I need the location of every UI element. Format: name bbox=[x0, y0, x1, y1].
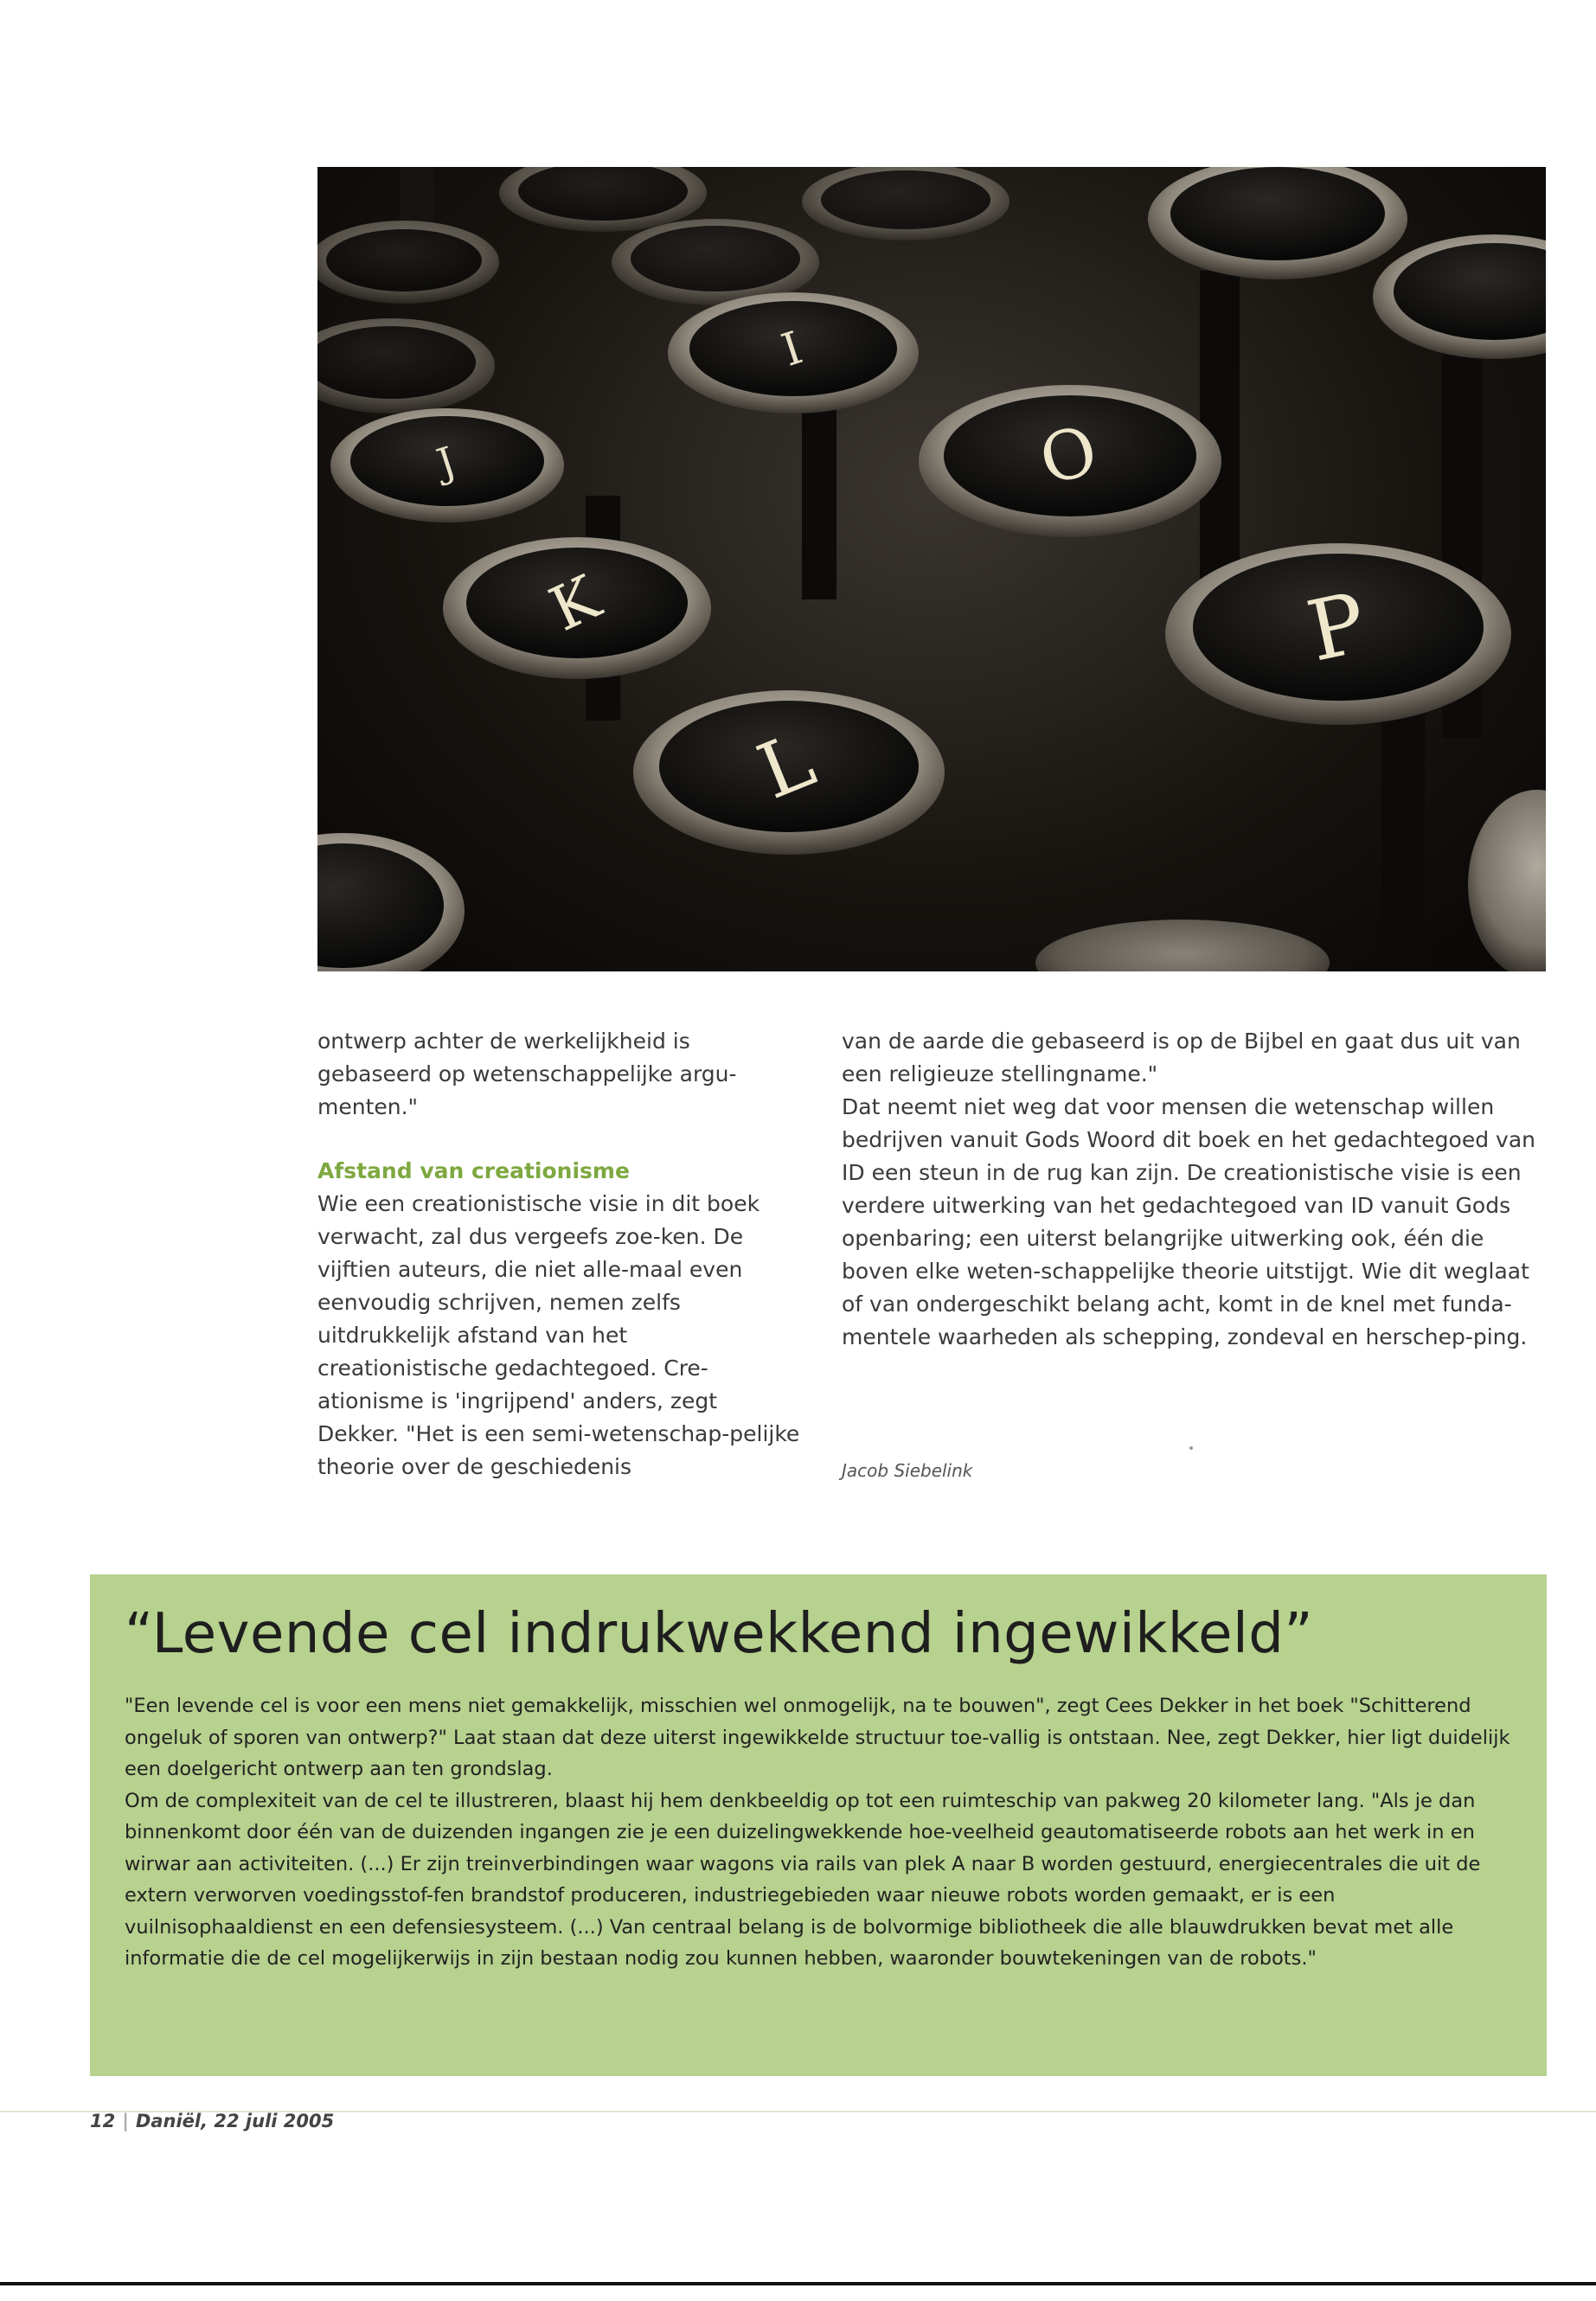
sidebar-box bbox=[90, 1574, 1547, 2076]
box-paragraph: "Een levende cel is voor een mens niet gemakkelijk, misschien wel onmogelijk, na te bouwen", zegt Cees Dekker in het boek "Schitterend ongeluk of sporen van ontwerp?" Laat staan dat deze uiterst ingewikkelde structuur toe-vallig is ontstaan. Nee, zegt Dekker, hier ligt duidelijk een doelgericht ontwerp aan ten grondslag. bbox=[125, 1695, 1510, 1780]
box-paragraph: Om de complexiteit van de cel te illustreren, blaast hij hem denkbeeldig op tot een ruimteschip van pakweg 20 kilometer lang. "Als je dan binnenkomt door één van de duizenden ingangen zie je een duizelingwekkende hoe-veelheid geautomatiseerde robots aan het werk in en wirwar aan activiteiten. (...) Er zijn treinverbindingen waar wagons via rails van plek A naar B worden gestuurd, energiecentrales die uit de extern verworven voedingsstof-fen brandstof produceren, industriegebieden waar nieuwe robots worden gemaakt, er is een vuilnisophaaldienst en een defensiesysteem. (...) Van centraal belang is de bolvormige bibliotheek die alle blauwdrukken bevat met alle informatie die de cel mogelijkerwijs in zijn bestaan nodig zou kunnen hebben, waaronder bouwtekeningen van de robots." bbox=[125, 1789, 1481, 1970]
article-continued-text: van de aarde die gebaseerd is op de Bijbel en gaat dus uit van een religieuze stellingname." bbox=[842, 1029, 1521, 1086]
key-p bbox=[1165, 543, 1511, 725]
article-intro-text: ontwerp achter de werkelijkheid is gebaseerd op wetenschappelijke argu-menten." bbox=[317, 1029, 737, 1119]
page-footer bbox=[90, 2111, 334, 2131]
svg-text:P: P bbox=[1299, 574, 1375, 681]
key-l bbox=[633, 690, 945, 855]
page-number: 12 bbox=[90, 2111, 116, 2131]
svg-text:J: J bbox=[431, 437, 461, 487]
svg-text:O: O bbox=[1031, 411, 1106, 501]
article-column-right bbox=[842, 1025, 1551, 1354]
key-i bbox=[668, 292, 919, 413]
article-subheading: Afstand van creationisme bbox=[317, 1158, 630, 1183]
typewriter-photo bbox=[317, 167, 1546, 971]
svg-text:K: K bbox=[539, 561, 611, 645]
box-title: “Levende cel indrukwekkend ingewikkeld” bbox=[125, 1602, 1314, 1666]
author-signature: Jacob Siebelink bbox=[842, 1460, 973, 1481]
svg-text:L: L bbox=[746, 715, 827, 817]
key-j bbox=[330, 408, 564, 522]
page-bottom-edge bbox=[0, 2282, 1596, 2285]
stray-dot bbox=[1189, 1446, 1193, 1450]
publication-info: Daniël, 22 juli 2005 bbox=[135, 2111, 335, 2131]
key-o bbox=[919, 385, 1221, 537]
article-body-text: Dat neemt niet weg dat voor mensen die wetenschap willen bedrijven vanuit Gods Woord dit boek en het gedachtegoed van ID een steun in de rug kan zijn. De creationistische visie is een verdere uitwerking van het gedachtegoed van ID vanuit Gods openbaring; een uiterst belangrijke uitwerking ook, één die boven elke weten-schappelijke theorie uitstijgt. Wie dit weglaat of van ondergeschikt belang acht, komt in de knel met funda-mentele waarheden als schepping, zondeval en herschep-ping. bbox=[842, 1094, 1535, 1349]
key-k bbox=[443, 537, 711, 679]
article-body-text: Wie een creationistische visie in dit boek verwacht, zal dus vergeefs zoe-ken. De vijftien auteurs, die niet alle-maal even eenvoudig schrijven, nemen zelfs uitdrukkelijk afstand van het creationistische gedachtegoed. Cre-ationisme is 'ingrijpend' anders, zegt Dekker. "Het is een semi-wetenschap-pelijke theorie over de geschiedenis bbox=[317, 1191, 800, 1479]
svg-text:I: I bbox=[775, 322, 809, 377]
typewriter-keys-illustration bbox=[317, 167, 1546, 971]
article-column-left bbox=[317, 1025, 802, 1484]
footer-separator: | bbox=[122, 2111, 129, 2131]
